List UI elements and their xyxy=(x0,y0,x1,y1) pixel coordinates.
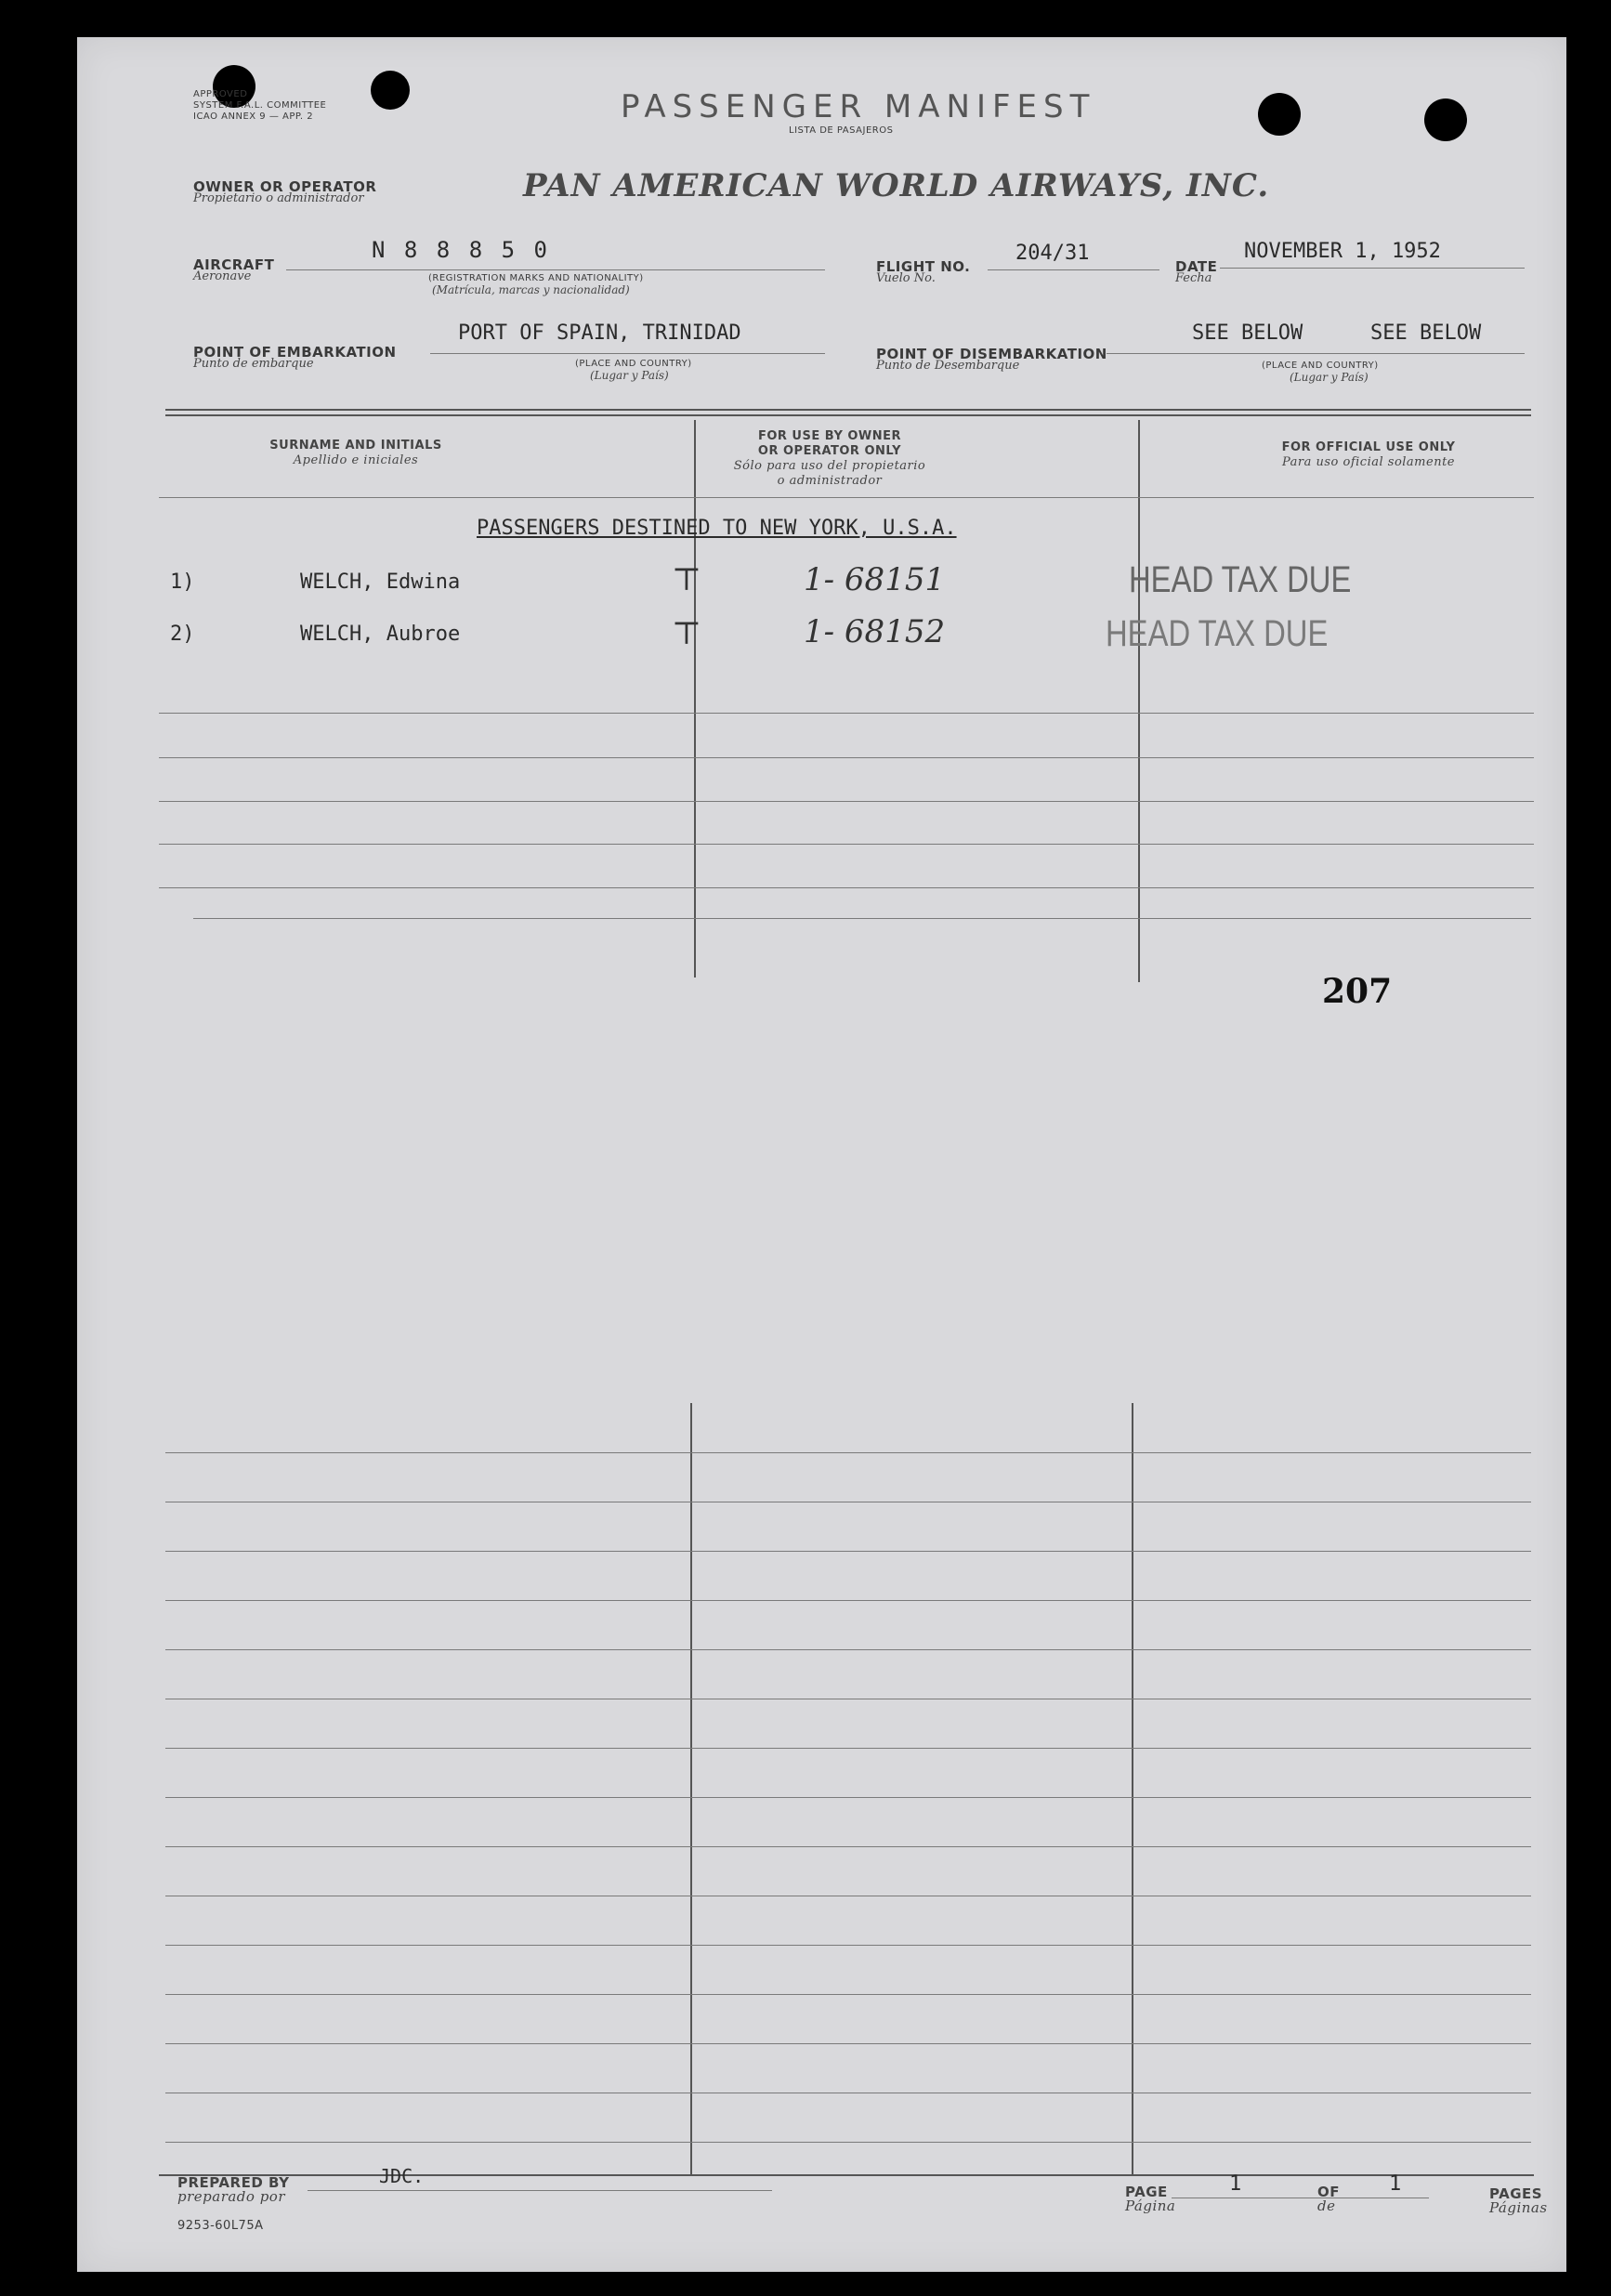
page-label: PAGE Página xyxy=(1125,2184,1176,2214)
column-divider xyxy=(1138,420,1140,982)
pages-label: PAGES Páginas xyxy=(1489,2185,1548,2216)
passenger-1-mark: ⊤ xyxy=(672,561,701,598)
table-rule xyxy=(165,1945,1531,1946)
passenger-2-ticket: 1- 68152 xyxy=(804,613,946,650)
prepared-by-value: JDC. xyxy=(379,2165,425,2187)
column-divider xyxy=(1132,1403,1133,2174)
embarkation-line xyxy=(430,353,825,354)
table-rule xyxy=(159,713,1534,714)
column-header-official: FOR OFFICIAL USE ONLY Para uso oficial solamente xyxy=(1281,440,1456,469)
of-value: 1 xyxy=(1389,2172,1402,2196)
flight-label: FLIGHT NO. xyxy=(876,258,971,275)
date-value: NOVEMBER 1, 1952 xyxy=(1244,240,1441,263)
table-rule xyxy=(159,497,1534,498)
owner-sub: Propietario o administrador xyxy=(193,191,364,205)
table-rule xyxy=(165,1994,1531,1995)
aircraft-value: N 8 8 8 5 0 xyxy=(372,237,550,263)
operator-name: PAN AMERICAN WORLD AIRWAYS, INC. xyxy=(523,167,1270,204)
embarkation-caption: (PLACE AND COUNTRY) xyxy=(575,359,692,369)
owner-label: OWNER OR OPERATOR xyxy=(193,178,377,195)
table-rule xyxy=(165,1600,1531,1601)
disembarkation-value-2: SEE BELOW xyxy=(1370,321,1482,345)
table-rule xyxy=(159,844,1534,845)
punch-hole xyxy=(371,71,410,110)
aircraft-caption-es: (Matrícula, marcas y nacionalidad) xyxy=(432,283,630,296)
table-rule xyxy=(159,757,1534,758)
disembarkation-caption-es: (Lugar y País) xyxy=(1290,371,1369,384)
table-rule xyxy=(165,1748,1531,1749)
passenger-2-name: WELCH, Aubroe xyxy=(300,623,461,646)
passenger-2-num: 2) xyxy=(170,623,195,646)
flight-line xyxy=(988,269,1159,270)
table-rule xyxy=(159,801,1534,802)
column-header-name: SURNAME AND INITIALS Apellido e iniciales xyxy=(269,439,442,467)
table-rule xyxy=(165,2142,1531,2143)
column-divider xyxy=(690,1403,692,2174)
section-heading: PASSENGERS DESTINED TO NEW YORK, U.S.A. xyxy=(477,517,957,540)
date-sub: Fecha xyxy=(1175,271,1212,285)
punch-hole xyxy=(1258,93,1301,136)
manifest-sheet xyxy=(77,37,1566,2272)
table-rule xyxy=(165,1797,1531,1798)
embarkation-caption-es: (Lugar y País) xyxy=(590,369,669,382)
of-label: OF de xyxy=(1317,2184,1340,2214)
column-header-operator: FOR USE BY OWNER OR OPERATOR ONLY Sólo para uso del propietario o administrador xyxy=(733,429,926,488)
table-rule xyxy=(159,887,1534,888)
date-label: DATE xyxy=(1175,258,1218,275)
table-rule xyxy=(165,1649,1531,1650)
embarkation-label: POINT OF EMBARKATION xyxy=(193,344,397,361)
aircraft-label: AIRCRAFT xyxy=(193,256,275,273)
disembarkation-line xyxy=(1107,353,1525,354)
passenger-1-num: 1) xyxy=(170,571,195,594)
table-top-rule xyxy=(165,409,1531,411)
passenger-1-official: HEAD TAX DUE xyxy=(1129,559,1352,600)
disembarkation-value-1: SEE BELOW xyxy=(1192,321,1303,345)
punch-hole xyxy=(1424,98,1467,141)
prepared-by-line xyxy=(308,2190,772,2191)
flight-sub: Vuelo No. xyxy=(876,271,936,285)
prepared-by-label: PREPARED BY preparado por xyxy=(177,2174,290,2205)
page-title: PASSENGER MANIFEST xyxy=(621,88,1096,125)
table-rule xyxy=(165,2043,1531,2044)
disembarkation-sub: Punto de Desembarque xyxy=(876,359,1020,373)
page-title-sub: LISTA DE PASAJEROS xyxy=(789,125,894,136)
aircraft-sub: Aeronave xyxy=(193,269,252,283)
column-divider xyxy=(694,420,696,977)
table-rule xyxy=(165,1551,1531,1552)
disembarkation-label: POINT OF DISEMBARKATION xyxy=(876,346,1107,362)
table-rule xyxy=(165,1846,1531,1847)
aircraft-line xyxy=(286,269,825,270)
table-top-rule xyxy=(165,414,1531,416)
approval-block: APPROVED SYSTEM F.A.L. COMMITTEE ICAO ANNEX 9 — APP. 2 xyxy=(193,89,327,122)
passenger-1-ticket: 1- 68151 xyxy=(804,561,946,598)
passenger-2-mark: ⊤ xyxy=(672,615,701,652)
date-line xyxy=(1220,268,1525,269)
passenger-2-official: HEAD TAX DUE xyxy=(1106,613,1329,654)
embarkation-sub: Punto de embarque xyxy=(193,357,314,371)
form-code: 9253-60L75A xyxy=(177,2219,264,2233)
passenger-1-name: WELCH, Edwina xyxy=(300,571,461,594)
embarkation-value: PORT OF SPAIN, TRINIDAD xyxy=(458,321,741,345)
page-number-stamp: 207 xyxy=(1322,972,1393,1011)
table-rule xyxy=(193,918,1531,919)
table-rule xyxy=(165,1452,1531,1453)
disembarkation-caption: (PLACE AND COUNTRY) xyxy=(1262,361,1379,371)
footer-rule xyxy=(159,2174,1534,2176)
page-value: 1 xyxy=(1229,2172,1242,2196)
flight-value: 204/31 xyxy=(1015,242,1090,265)
aircraft-caption: (REGISTRATION MARKS AND NATIONALITY) xyxy=(428,273,644,283)
